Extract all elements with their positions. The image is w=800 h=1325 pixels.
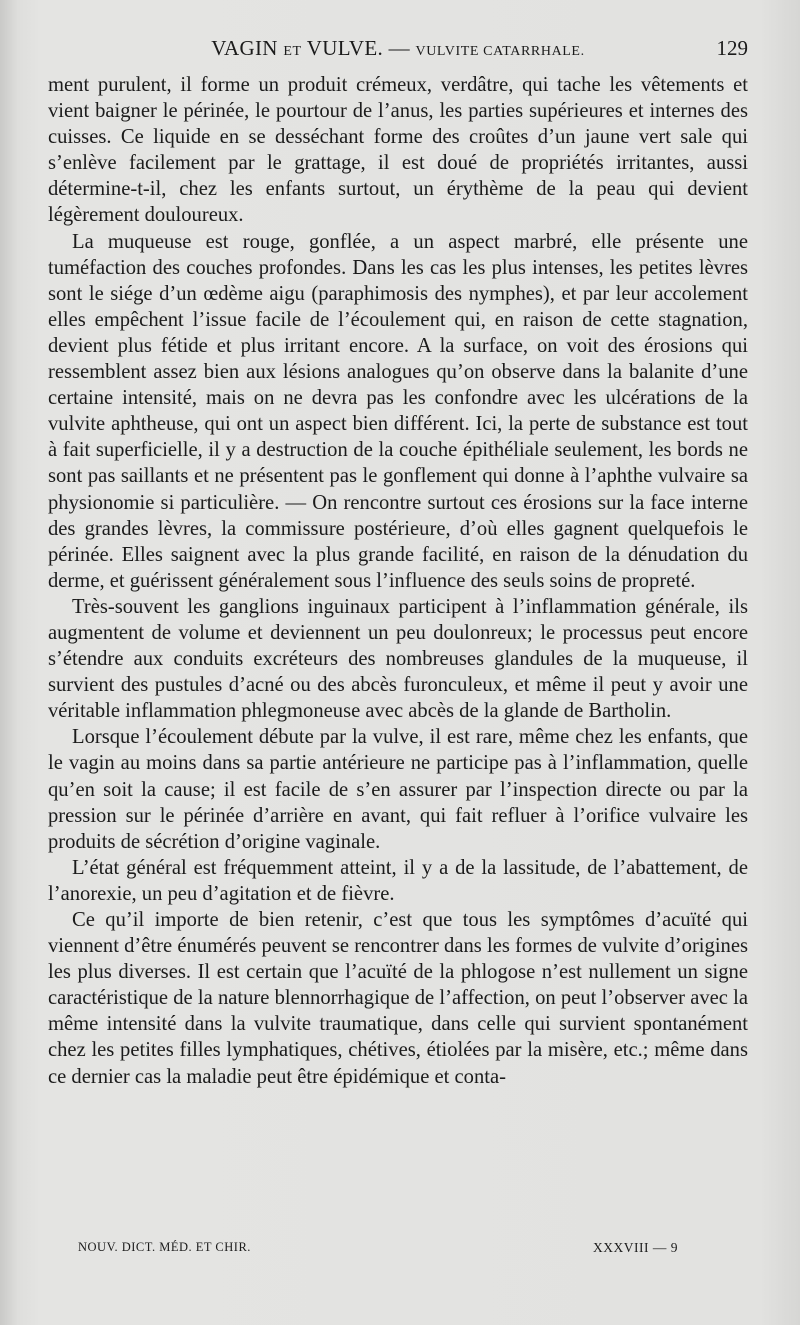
- running-title-section: VULVITE CATARRHALE.: [415, 44, 585, 59]
- paragraph-continued: ment purulent, il forme un produit crémeux, verdâtre, qui tache les vêtements et vient baigner le périnée, le pourtour de l’anus, les parties supérieures et internes des cuisses. Ce liquide en se desséchant forme des croûtes d’un jaune vert sale qui s’enlève facilement par le grattage, il est doué de propriétés irritantes, aussi détermine-t-il, chez les enfants surtout, un érythème de la peau qui devient légèrement douloureux.: [48, 74, 748, 227]
- paragraph-ganglions: Très-souvent les ganglions inguinaux participent à l’inflammation générale, ils augmentent de volume et deviennent un peu doulonreux; le processus peut encore s’étendre aux conduits excréteurs des nombreuses glandules de la muqueuse, il survient des pustules d’acné ou des abcès furonculeux, et même il peut y avoir une véritable inflammation phlegmoneuse avec abcès de la glande de Bartholin.: [48, 595, 748, 723]
- running-title-et: ET: [283, 44, 302, 59]
- footer-signature: XXXVIII — 9: [593, 1240, 678, 1255]
- running-title-vagin: VAGIN: [211, 36, 278, 60]
- page-footer: [78, 1240, 678, 1262]
- paragraph-acuite: Ce qu’il importe de bien retenir, c’est que tous les symptômes d’acuïté qui viennent d’être énumérés peuvent se rencontrer dans les formes de vulvite d’origines les plus diverses. Il est certain que l’acuïté de la phlogose n’est nullement un signe caractéristique de la nature blennorrhagique de l’affection, on peut l’observer avec la même intensité dans la vulvite traumatique, dans celle qui survient spontanément chez les petites filles lymphatiques, chétives, étiolées par la misère, etc.; même dans ce dernier cas la maladie peut être épidémique et conta-: [48, 909, 748, 1088]
- running-title-vulve: VULVE. —: [306, 36, 410, 60]
- page-header: [48, 36, 748, 70]
- paragraph-muqueuse: La muqueuse est rouge, gonflée, a un aspect marbré, elle présente une tuméfaction des couches profondes. Dans les cas les plus intenses, les petites lèvres sont le siége d’un œdème aigu (paraphimosis des nymphes), et par leur accolement elles empêchent l’issue facile de l’écoulement qui, en raison de cette stagnation, devient plus fétide et plus irritant encore. A la surface, on voit des érosions qui ressemblent assez bien aux lésions analogues qu’on observe dans la balanite d’une certaine intensité, mais on ne devra pas les confondre avec les ulcérations de la vulvite aphtheuse, qui ont un aspect bien différent. Ici, la perte de substance est tout à fait superficielle, il y a destruction de la couche épithéliale seulement, les bords ne sont pas saillants et ne présentent pas le gonflement qui donne à l’aphthe vulvaire sa physionomie si particulière. — On rencontre surtout ces érosions sur la face interne des grandes lèvres, la commissure postérieure, d’où elles gagnent quelquefois le périnée. Elles saignent avec la plus grande facilité, en raison de la dénudation du derme, et guérissent généralement sous l’influence des seuls soins de propreté.: [48, 230, 748, 592]
- body-text: [48, 72, 748, 1090]
- page-number: 129: [716, 36, 748, 60]
- running-title: [48, 36, 748, 61]
- footer-publication: NOUV. DICT. MÉD. ET CHIR.: [78, 1240, 251, 1254]
- paragraph-etat-general: L’état général est fréquemment atteint, il y a de la lassitude, de l’abattement, de l’anorexie, un peu d’agitation et de fièvre.: [48, 856, 748, 905]
- paragraph-ecoulement: Lorsque l’écoulement débute par la vulve, il est rare, même chez les enfants, que le vagin au moins dans sa partie antérieure ne participe pas à l’inflammation, quelle qu’en soit la cause; il est facile de s’en assurer par l’inspection directe ou par la pression sur le périnée d’arrière en avant, qui fait refluer à l’orifice vulvaire les produits de sécrétion d’origine vaginale.: [48, 726, 748, 853]
